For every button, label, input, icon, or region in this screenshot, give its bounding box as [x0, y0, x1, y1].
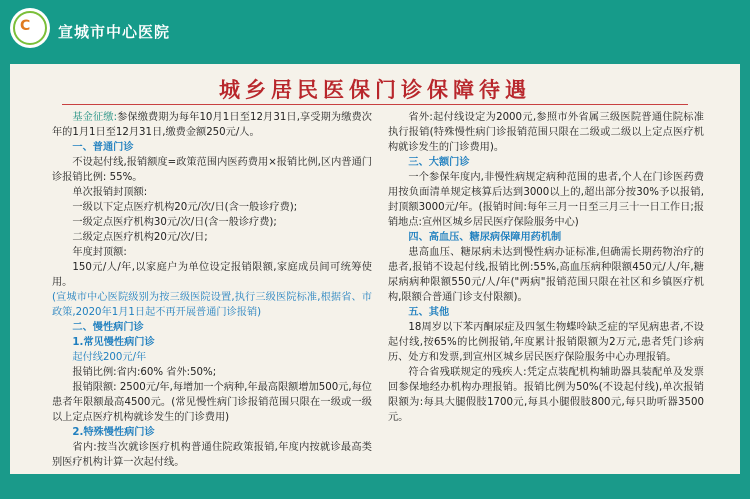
hospital-logo: [10, 8, 50, 48]
section-3-heading: 三、大额门诊: [408, 157, 470, 168]
section-4-heading: 四、高血压、糖尿病保障用药机制: [408, 232, 562, 243]
section-2-sub-1: 1.常见慢性病门诊: [72, 337, 155, 348]
s2-paragraph-4: 省内:按当次就诊医疗机构普通住院政策报销,年度内按就诊最高类别医疗机构计算一次起付线。: [52, 442, 372, 468]
section-5-heading: 五、其他: [408, 307, 450, 318]
s3-paragraph-1: 一个参保年度内,非慢性病规定病种范围的患者,个人在门诊医药费用按负面清单规定核算后达到3000以上的,超出部分按30%予以报销,封顶额3000元/年。(报销时间:每年三月一日至三月三十一日工作日;报销地点:宣州区城乡居民医疗保险服务中心): [388, 172, 704, 228]
left-column: [52, 110, 372, 470]
right-column: [388, 110, 704, 425]
page-title: 城乡居民医保门诊保障待遇: [219, 77, 531, 102]
s2-paragraph-2: 报销比例:省内:60% 省外:50%;: [72, 367, 217, 378]
intro-label: 基金征缴:: [72, 112, 117, 123]
s1-paragraph-4: 一级定点医疗机构30元/次/日(含一般诊疗费);: [72, 217, 277, 228]
header-bar: [0, 0, 750, 60]
s1-paragraph-7: 150元/人/年,以家庭户为单位设定报销限额,家庭成员间可统筹使用。: [52, 262, 372, 288]
s2-paragraph-1: 起付线200元/年: [72, 352, 147, 363]
s1-paragraph-3: 一级以下定点医疗机构20元/次/日(含一般诊疗费);: [72, 202, 298, 213]
bottom-bar: [0, 476, 750, 499]
s2-paragraph-3: 报销限额: 2500元/年,每增加一个病种,年最高限额增加500元,每位患者年限额最高4500元。(常见慢性病门诊报销范围只限在一级或一级以上定点医疗机构就诊发生的门诊费用): [52, 382, 372, 423]
section-2-sub-2: 2.特殊慢性病门诊: [72, 427, 155, 438]
section-1-heading: 一、普通门诊: [72, 142, 134, 153]
hospital-name: 宣城市中心医院: [58, 23, 171, 41]
s4-paragraph-1: 患高血压、糖尿病未达到慢性病办证标准,但确需长期药物治疗的患者,报销不设起付线,报销比例:55%,高血压病种限额450元/人/年,糖尿病病种限额550元/人/年("两病"报销范围只限在社区和乡镇医疗机构,限额合普通门诊支付限额)。: [388, 247, 704, 303]
intro-text: 参保缴费期为每年10月1日至12月31日,享受期为缴费次年的1月1日至12月31日,缴费金额250元/人。: [52, 112, 372, 138]
s1-paragraph-6: 年度封顶额:: [72, 247, 127, 258]
s1-paragraph-2: 单次报销封顶额:: [72, 187, 148, 198]
title-divider: [62, 104, 688, 105]
s1-paragraph-5: 二级定点医疗机构20元/次/日;: [72, 232, 208, 243]
section-2-heading: 二、慢性病门诊: [72, 322, 144, 333]
s5-paragraph-1: 18周岁以下苯丙酮尿症及四氢生物蝶呤缺乏症的罕见病患者,不设起付线,按65%的比例报销,年度累计报销限额为2万元,患者凭门诊病历、处方和发票,到宣州区城乡居民医疗保险服务中心办理报销。: [388, 322, 704, 363]
s5-paragraph-2: 符合省残联规定的残疾人:凭定点装配机构辅助器具装配单及发票回参保地经办机构办理报销。报销比例为50%(不设起付线),单次报销限额为:每具大腿假肢1700元,每具小腿假肢800元,每只助听器3500元。: [388, 367, 704, 423]
s1-paragraph-1: 不设起付线,报销额度=政策范围内医药费用×报销比例,区内普通门诊报销比例: 55%。: [52, 157, 372, 183]
s1-note: (宣城市中心医院级别为按三级医院设置,执行三级医院标准,根据省、市政策,2020年1月1日起不再开展普通门诊报销): [52, 292, 372, 318]
intro-paragraph: [52, 110, 372, 140]
logo-mark: C: [20, 18, 31, 34]
r-paragraph-1: 省外:起付线设定为2000元,参照市外省属三级医院普通住院标准执行报销(特殊慢性病门诊报销范围只限在二级或二级以上定点医疗机构就诊发生的门诊费用)。: [388, 112, 704, 153]
